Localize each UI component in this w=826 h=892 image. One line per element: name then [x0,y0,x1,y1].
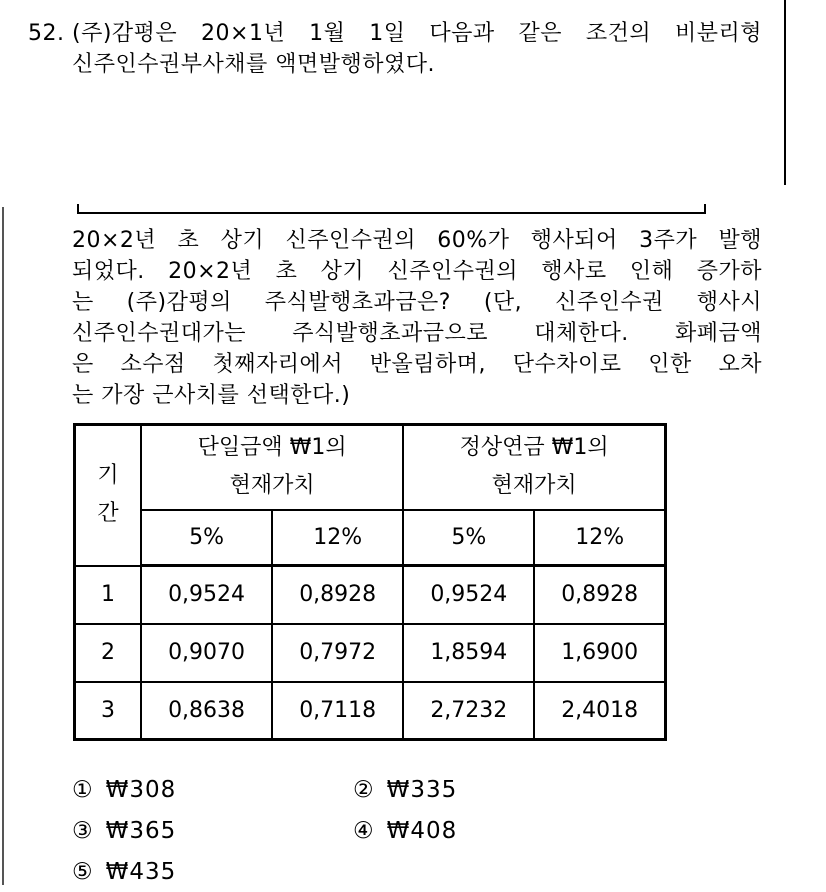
table-row [75,624,666,682]
conditions-box-bottom-border [77,204,706,214]
question-body-line-1: 20×2년 초 상기 신주인수권의 60%가 행사되어 3주가 발행 [72,228,762,253]
ordinary-annuity-pv-header-line-1: 정상연금 ₩1의 [459,435,609,461]
option-4 [353,818,672,844]
pv-factor-cell: 0,7972 [272,624,403,682]
options-row-1 [72,769,672,810]
rate-header-cell: 5% [141,510,272,566]
ordinary-annuity-pv-header-line-2: 현재가치 [491,473,577,499]
options-row-3 [72,851,672,892]
answer-options [72,769,672,892]
period-cell: 1 [75,566,142,624]
option-4-circled-number: ④ [353,817,374,844]
pv-factor-cell: 2,4018 [534,682,665,740]
period-header-char-2: 간 [97,501,119,527]
pv-factor-cell: 0,8928 [272,566,403,624]
question-intro-line-1: (주)감평은 20×1년 1월 1일 다음과 같은 조건의 비분리형 [72,21,762,46]
pv-factor-cell: 0,9524 [141,566,272,624]
option-1-value: ₩308 [105,776,177,803]
question-intro [72,18,762,80]
period-header-cell [75,425,142,566]
question-body-line-5: 은 소수점 첫째자리에서 반올림하며, 단수차이로 인한 오차 [72,352,762,377]
pv-factor-cell: 2,7232 [403,682,534,740]
option-5 [72,859,353,885]
options-row-2 [72,810,672,851]
table-row [75,566,666,624]
pv-factor-cell: 0,7118 [272,682,403,740]
single-sum-pv-header-line-1: 단일금액 ₩1의 [197,435,347,461]
pv-factor-cell: 0,9524 [403,566,534,624]
period-cell: 3 [75,682,142,740]
pv-factor-cell: 1,6900 [534,624,665,682]
present-value-table [73,423,667,741]
rate-header-cell: 5% [403,510,534,566]
ordinary-annuity-pv-header-cell [403,425,665,510]
option-4-value: ₩408 [386,817,458,844]
option-1-circled-number: ① [72,776,93,803]
question-intro-line-2: 신주인수권부사채를 액면발행하였다. [72,52,436,77]
question-body-line-2: 되었다. 20×2년 초 상기 신주인수권의 행사로 인해 증가하 [72,259,762,284]
option-3-circled-number: ③ [72,817,93,844]
option-5-circled-number: ⑤ [72,858,93,885]
option-1 [72,777,353,803]
question-body-line-4: 신주인수권대가는 주식발행초과금으로 대체한다. 화폐금액 [72,321,762,346]
single-sum-pv-header-cell [141,425,403,510]
single-sum-pv-header-line-2: 현재가치 [229,473,315,499]
pv-factor-cell: 0,9070 [141,624,272,682]
pv-factor-cell: 0,8638 [141,682,272,740]
option-2-value: ₩335 [386,776,458,803]
column-divider-line [784,0,786,185]
option-2-circled-number: ② [353,776,374,803]
rate-header-cell: 12% [534,510,665,566]
page-left-rule-line [2,207,4,885]
table-rate-header-row [75,510,666,566]
pv-factor-cell: 1,8594 [403,624,534,682]
rate-header-cell: 12% [272,510,403,566]
option-2 [353,777,672,803]
table-row [75,682,666,740]
pv-factor-cell: 0,8928 [534,566,665,624]
period-cell: 2 [75,624,142,682]
option-5-value: ₩435 [105,858,177,885]
question-body [72,225,762,411]
table-group-header-row [75,425,666,510]
option-3 [72,818,353,844]
question-body-line-6: 는 가장 근사치를 선택한다.) [72,383,351,408]
period-header-char-1: 기 [97,463,119,489]
option-3-value: ₩365 [105,817,177,844]
question-number: 52. [28,21,65,46]
question-body-line-3: 는 (주)감평의 주식발행초과금은? (단, 신주인수권 행사시 [72,290,762,315]
